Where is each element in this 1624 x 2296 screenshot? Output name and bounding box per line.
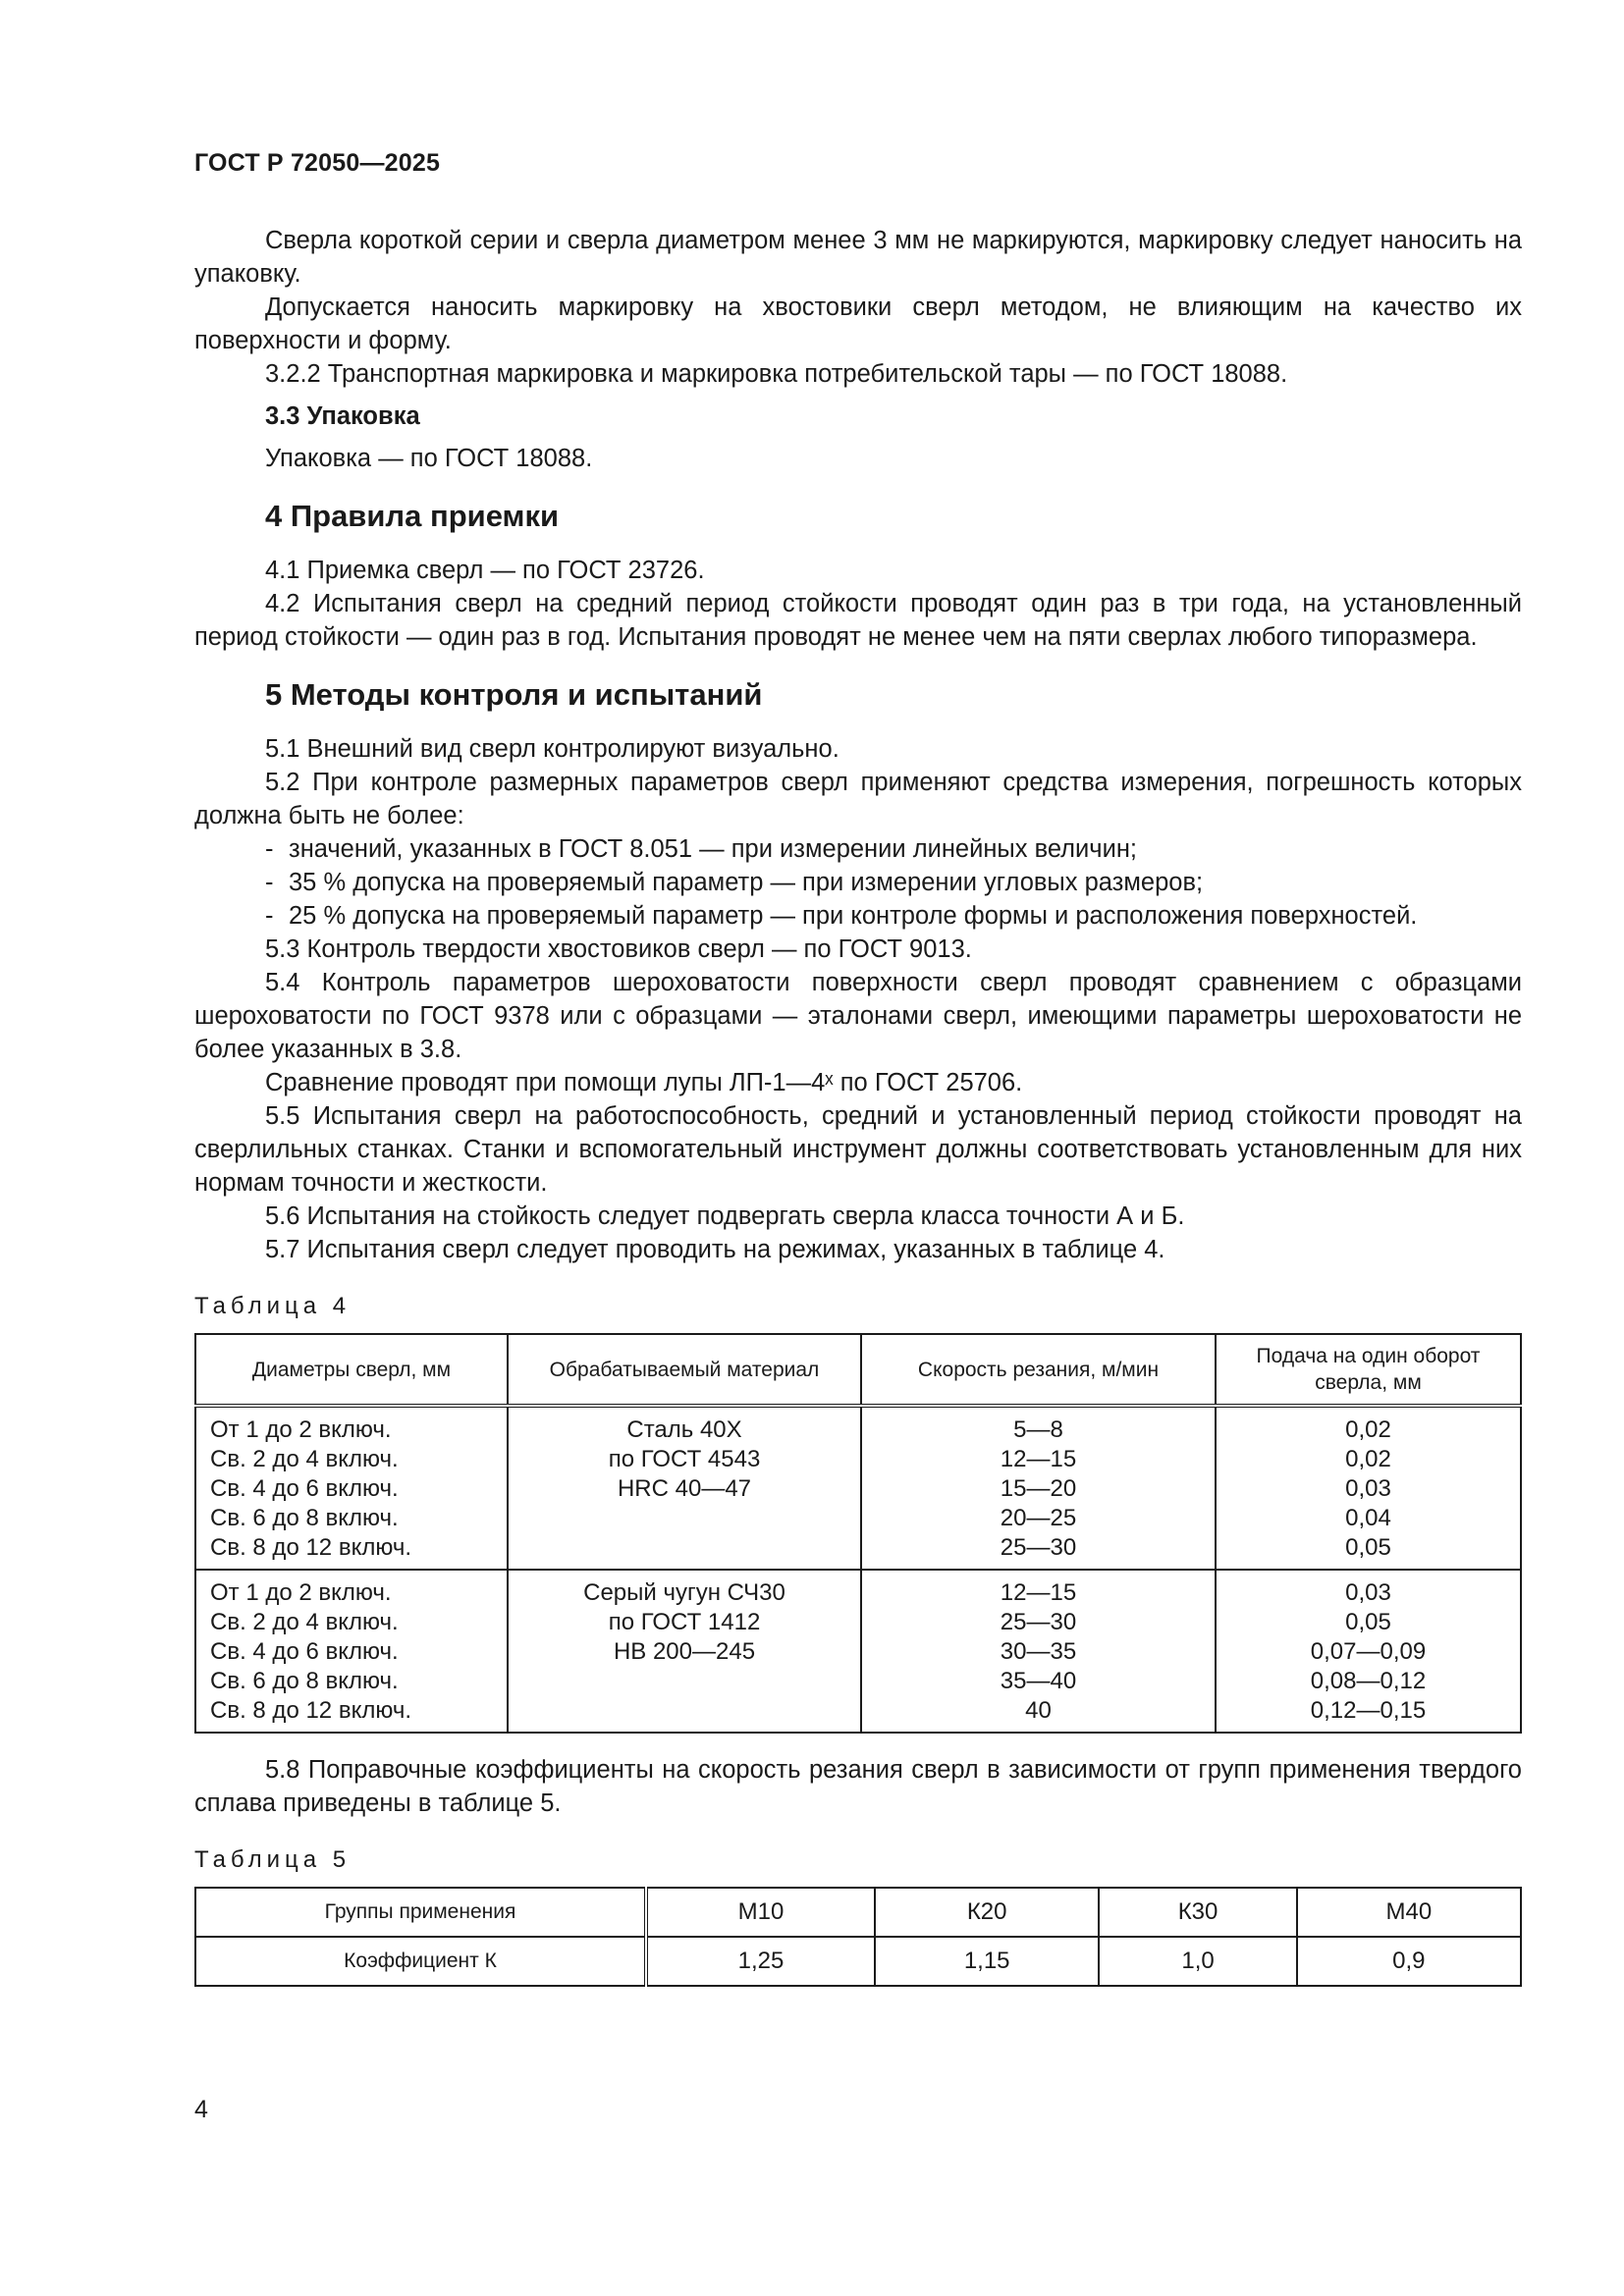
table-row (195, 1570, 1521, 1733)
diameters-cell: От 1 до 2 включ. Св. 2 до 4 включ. Св. 4 до 6 включ. Св. 6 до 8 включ. Св. 8 до 12 включ. (195, 1406, 508, 1570)
row-label: Группы применения (195, 1888, 646, 1937)
subsection-heading-3-3: 3.3 Упаковка (265, 402, 420, 430)
column-header: Диаметры сверл, мм (195, 1334, 508, 1406)
table-cell: К30 (1099, 1888, 1296, 1937)
paragraph: 5.2 При контроле размерных параметров сверл применяют средства измерения, погрешность которых должна быть не более: (194, 769, 1522, 829)
table-cell: 0,9 (1297, 1937, 1521, 1986)
table-cell: М10 (646, 1888, 875, 1937)
page-number: 4 (194, 2096, 208, 2123)
page-body (194, 224, 1522, 1987)
paragraph: 5.1 Внешний вид сверл контролируют визуально. (265, 735, 839, 763)
paragraph: Сравнение проводят при помощи лупы ЛП-1—4ˣ по ГОСТ 25706. (265, 1069, 1023, 1096)
table-cell: 1,0 (1099, 1937, 1296, 1986)
feed-cell: 0,02 0,02 0,03 0,04 0,05 (1216, 1406, 1521, 1570)
list-item: - 25 % допуска на проверяемый параметр — при контроле формы и расположения поверхностей. (265, 902, 1418, 930)
paragraph: 5.8 Поправочные коэффициенты на скорость резания сверл в зависимости от групп применения твердого сплава приведены в таблице 5. (194, 1756, 1522, 1817)
material-cell: Сталь 40Х по ГОСТ 4543 HRC 40—47 (508, 1406, 861, 1570)
paragraph: Допускается наносить маркировку на хвостовики сверл методом, не влияющим на качество их поверхности и форму. (194, 294, 1522, 354)
row-label: Коэффициент К (195, 1937, 646, 1986)
table-row (195, 1888, 1521, 1937)
feed-cell: 0,03 0,05 0,07—0,09 0,08—0,12 0,12—0,15 (1216, 1570, 1521, 1733)
paragraph: 5.4 Контроль параметров шероховатости поверхности сверл проводят сравнением с образцами шероховатости по ГОСТ 9378 или с образцами — эталонами сверл, имеющими параметры шероховатости не более указанных в 3.8. (194, 969, 1522, 1063)
table-cell: М40 (1297, 1888, 1521, 1937)
speed-cell: 5—8 12—15 15—20 20—25 25—30 (861, 1406, 1216, 1570)
paragraph: 4.1 Приемка сверл — по ГОСТ 23726. (265, 557, 705, 584)
column-header: Обрабатываемый материал (508, 1334, 861, 1406)
table-5 (194, 1887, 1522, 1987)
material-cell: Серый чугун СЧ30 по ГОСТ 1412 НВ 200—245 (508, 1570, 861, 1733)
section-heading-5: 5 Методы контроля и испытаний (265, 677, 763, 712)
table-cell: 1,25 (646, 1937, 875, 1986)
paragraph: 5.3 Контроль твердости хвостовиков сверл — по ГОСТ 9013. (265, 935, 972, 963)
paragraph: 5.7 Испытания сверл следует проводить на режимах, указанных в таблице 4. (265, 1236, 1165, 1263)
table-4-caption: Таблица 4 (194, 1293, 352, 1319)
list-item: - 35 % допуска на проверяемый параметр — при измерении угловых размеров; (265, 869, 1204, 896)
table-row (195, 1937, 1521, 1986)
column-header: Подача на один оборот сверла, мм (1216, 1334, 1521, 1406)
paragraph: 5.6 Испытания на стойкость следует подвергать сверла класса точности А и Б. (265, 1202, 1185, 1230)
column-header: Скорость резания, м/мин (861, 1334, 1216, 1406)
paragraph: 4.2 Испытания сверл на средний период стойкости проводят один раз в три года, на установленный период стойкости — один раз в год. Испытания проводят не менее чем на пяти сверлах любого типоразмера. (194, 590, 1522, 651)
paragraph: Сверла короткой серии и сверла диаметром менее 3 мм не маркируются, маркировку следует наносить на упаковку. (194, 227, 1522, 288)
table-cell: К20 (875, 1888, 1099, 1937)
document-code-header: ГОСТ Р 72050—2025 (194, 149, 441, 177)
paragraph: 3.2.2 Транспортная маркировка и маркировка потребительской тары — по ГОСТ 18088. (265, 360, 1288, 388)
diameters-cell: От 1 до 2 включ. Св. 2 до 4 включ. Св. 4 до 6 включ. Св. 6 до 8 включ. Св. 8 до 12 включ. (195, 1570, 508, 1733)
speed-cell: 12—15 25—30 30—35 35—40 40 (861, 1570, 1216, 1733)
table-4 (194, 1333, 1522, 1734)
list-item: - значений, указанных в ГОСТ 8.051 — при измерении линейных величин; (265, 835, 1137, 863)
table-5-caption: Таблица 5 (194, 1846, 352, 1873)
section-heading-4: 4 Правила приемки (265, 499, 560, 533)
table-row (195, 1406, 1521, 1570)
table-header-row (195, 1334, 1521, 1406)
paragraph: Упаковка — по ГОСТ 18088. (265, 445, 593, 472)
paragraph: 5.5 Испытания сверл на работоспособность, средний и установленный период стойкости проводят на сверлильных станках. Станки и вспомогательный инструмент должны соответствовать установленным для них нормам точности и жесткости. (194, 1102, 1522, 1197)
table-cell: 1,15 (875, 1937, 1099, 1986)
